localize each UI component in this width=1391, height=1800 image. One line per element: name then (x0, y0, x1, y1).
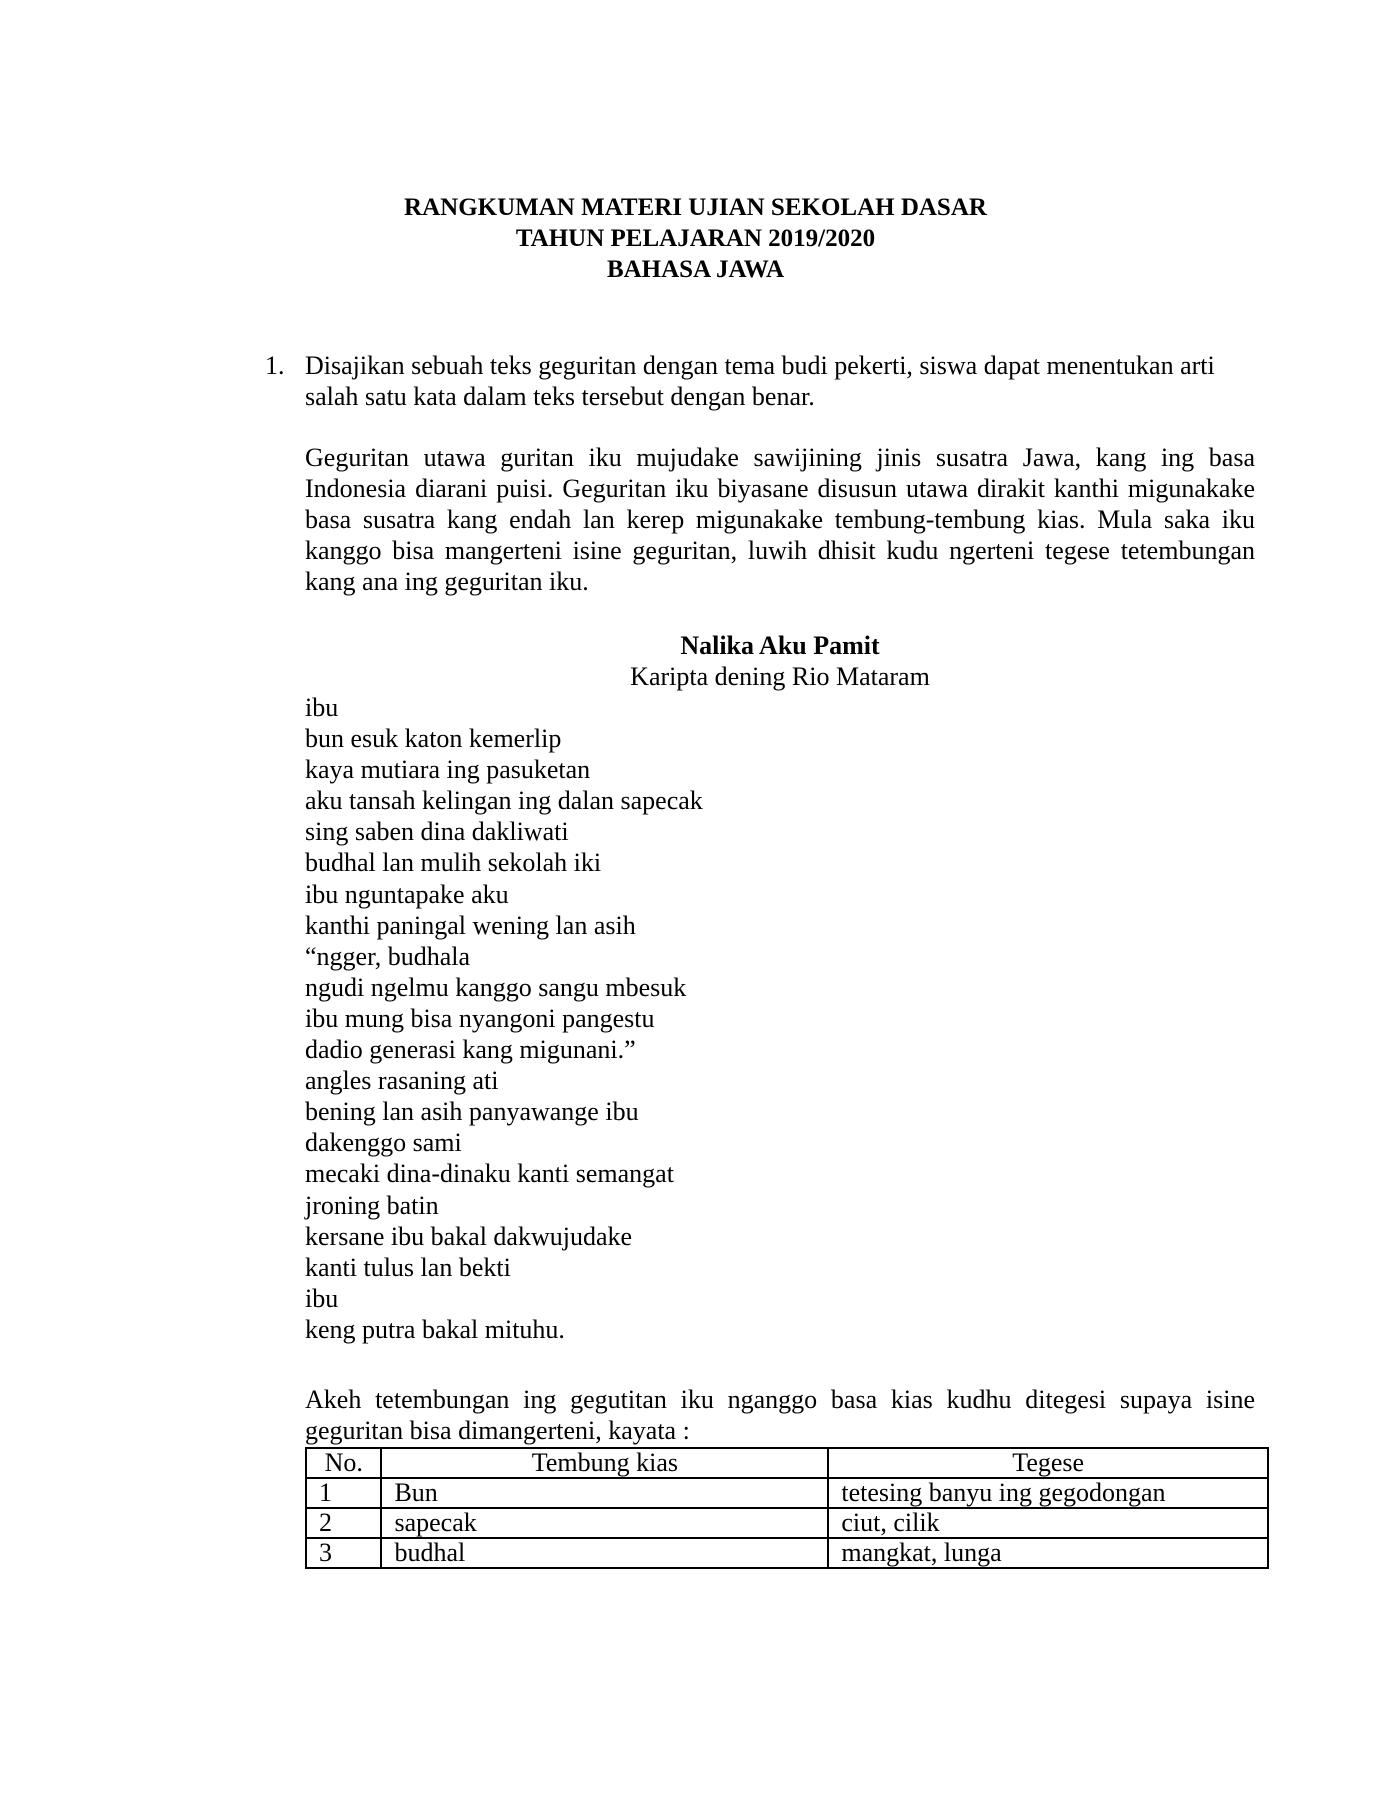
header-line-3: BAHASA JAWA (606, 256, 785, 283)
cell-kias: sapecak (381, 1508, 828, 1538)
cell-kias: Bun (381, 1478, 828, 1508)
poem-line: dakenggo sami (305, 1128, 462, 1158)
cell-no: 3 (306, 1538, 381, 1568)
table-intro-note: Akeh tetembungan ing gegutitan iku nganggo basa kias kudhu ditegesi supaya isine geguritan bisa dimangerteni, kayata : (305, 1385, 1255, 1445)
item-number: 1. (265, 351, 285, 380)
table-row (306, 1478, 1268, 1508)
cell-kias: budhal (381, 1538, 828, 1568)
document-header (0, 192, 1391, 285)
poem-line: angles rasaning ati (305, 1066, 499, 1096)
header-line-2: TAHUN PELAJARAN 2019/2020 (515, 225, 876, 252)
poem-line: ibu mung bisa nyangoni pangestu (305, 1003, 655, 1033)
poem-line: ngudi ngelmu kanggo sangu mbesuk (305, 972, 687, 1002)
item-question: Disajikan sebuah teks geguritan dengan tema budi pekerti, siswa dapat menentukan arti salah satu kata dalam teks tersebut dengan benar. (305, 351, 1215, 411)
cell-no: 1 (306, 1478, 381, 1508)
poem-line: budhal lan mulih sekolah iki (305, 848, 602, 878)
poem-lines (305, 692, 1255, 1345)
table-row (306, 1538, 1268, 1568)
poem-author: Karipta dening Rio Mataram (630, 662, 930, 691)
item-body (305, 350, 1255, 1567)
poem-line: ibu nguntapake aku (305, 879, 509, 909)
poem-line: dadio generasi kang migunani.” (305, 1035, 636, 1065)
header-line-1: RANGKUMAN MATERI UJIAN SEKOLAH DASAR (404, 194, 987, 221)
poem-line: jroning batin (305, 1190, 439, 1220)
cell-tegese: tetesing banyu ing gegodongan (828, 1478, 1268, 1508)
poem-line: ibu (305, 693, 339, 722)
column-header-no: No. (306, 1448, 381, 1478)
poem-line: mecaki dina-dinaku kanti semangat (305, 1159, 674, 1189)
poem-line: “ngger, budhala (305, 941, 471, 971)
column-header-tegese: Tegese (828, 1448, 1268, 1478)
table-row (306, 1508, 1268, 1538)
poem-line: bening lan asih panyawange ibu (305, 1097, 639, 1127)
cell-no: 2 (306, 1508, 381, 1538)
cell-tegese: mangkat, lunga (828, 1538, 1268, 1568)
poem-line: ibu (305, 1283, 339, 1313)
poem-line: kanthi paningal wening lan asih (305, 910, 636, 940)
table-header-row (306, 1448, 1268, 1478)
poem-line: aku tansah kelingan ing dalan sapecak (305, 786, 703, 816)
poem-line: kaya mutiara ing pasuketan (305, 755, 591, 785)
item-explanation: Geguritan utawa guritan iku mujudake sawijining jinis susatra Jawa, kang ing basa Indonesia diarani puisi. Geguritan iku biyasane disusun utawa dirakit kanthi migunakake basa susatra kang endah lan kerep migunakake tembung-tembung kias. Mula saka iku kanggo bisa mangerteni isine geguritan, luwih dhisit kudu ngerteni tegese tetembungan kang ana ing geguritan iku. (305, 443, 1255, 596)
kias-table (305, 1447, 1269, 1569)
poem-line: keng putra bakal mituhu. (305, 1314, 565, 1344)
cell-tegese: ciut, cilik (828, 1508, 1268, 1538)
column-header-kias: Tembung kias (381, 1448, 828, 1478)
poem-line: kanti tulus lan bekti (305, 1252, 511, 1282)
poem-line: bun esuk katon kemerlip (305, 724, 562, 754)
poem-line: kersane ibu bakal dakwujudake (305, 1221, 633, 1251)
poem-title: Nalika Aku Pamit (680, 631, 880, 660)
poem-line: sing saben dina dakliwati (305, 817, 569, 847)
